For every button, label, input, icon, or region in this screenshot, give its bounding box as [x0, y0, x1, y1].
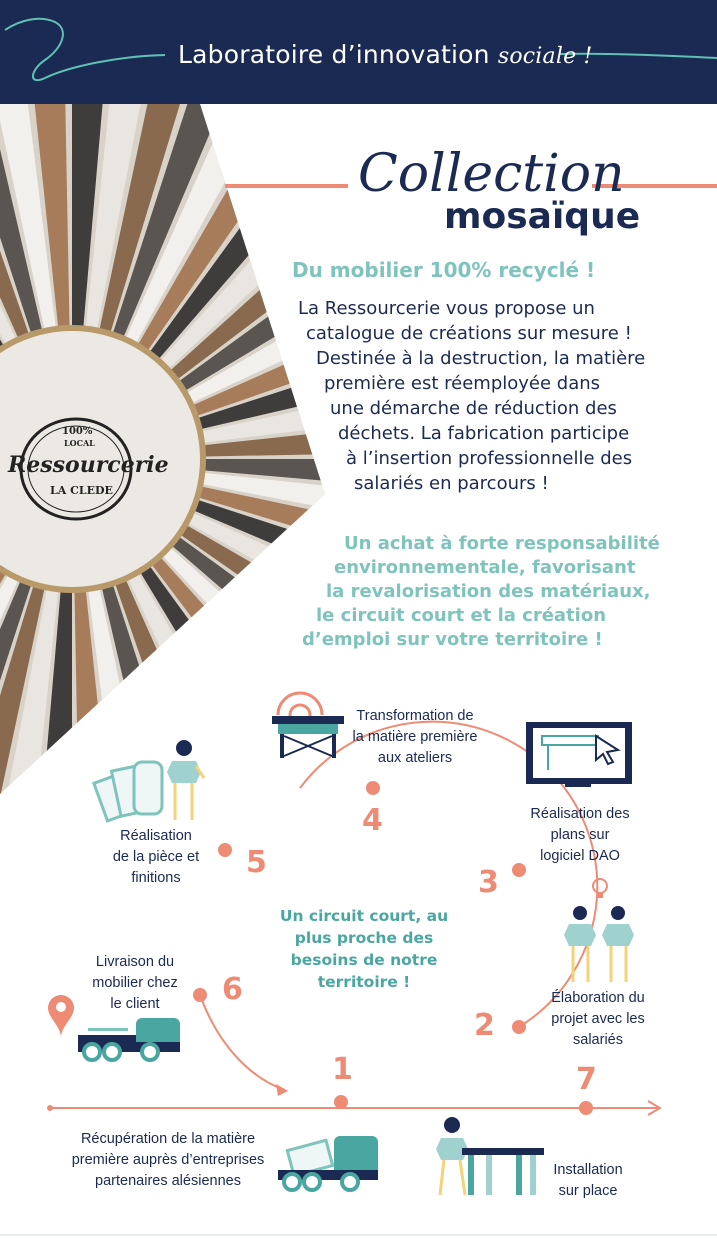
step-dot-7 [579, 1101, 593, 1115]
step-number-7: 7 [576, 1062, 597, 1097]
highlight-line: le circuit court et la création [316, 605, 607, 626]
collection-subtitle: Du mobilier 100% recyclé ! [292, 258, 596, 282]
location-pin-icon [48, 995, 74, 1038]
logo-top2-text: LOCAL [64, 438, 95, 448]
step-label-2: Élaboration du projet avec les salariés [551, 990, 645, 1048]
step-label-6: Livraison du mobilier chez le client [92, 954, 178, 1012]
highlight-line: d’emploi sur votre territoire ! [302, 629, 603, 650]
step-dot-5 [218, 843, 232, 857]
step-number-5: 5 [246, 845, 267, 880]
intro-line: La Ressourcerie vous propose un [298, 298, 595, 319]
logo-bottom-text: LA CLEDE [50, 484, 113, 497]
circuit-center-text: Un circuit court, au plus proche des besoins de notre territoire ! [279, 907, 449, 991]
intro-line: salariés en parcours ! [354, 473, 549, 494]
step-label-3: Réalisation des plans sur logiciel DAO [530, 806, 630, 864]
monitor-icon [526, 722, 632, 787]
step-number-3: 3 [478, 865, 499, 900]
step-dot-3 [512, 863, 526, 877]
header-banner [0, 0, 717, 104]
step-dot-4 [366, 781, 380, 795]
intro-line: à l’insertion professionnelle des [346, 448, 633, 469]
bottom-rule [0, 1234, 717, 1236]
delivery-truck-icon [78, 1018, 180, 1060]
step-label-7: Installation sur place [553, 1162, 623, 1199]
step-dot-1 [334, 1095, 348, 1109]
step-label-4: Transformation de la matière première aux ateliers [352, 708, 478, 766]
highlight-line: environnementale, favorisant [334, 557, 636, 578]
step-number-1: 1 [332, 1052, 353, 1087]
arrow-head-icon [276, 1084, 288, 1096]
saw-table-icon [272, 693, 344, 758]
collection-title: Collection [358, 144, 625, 204]
step-dot-6 [193, 988, 207, 1002]
intro-line: Destinée à la destruction, la matière [316, 348, 646, 369]
ressourcerie-logo [6, 412, 169, 527]
circuit-return-arc [200, 995, 285, 1090]
step-number-6: 6 [222, 972, 243, 1007]
person-with-wood-icon [94, 740, 204, 821]
step-label-1: Récupération de la matière première auprès d’entreprises partenaires alésiennes [71, 1131, 265, 1189]
collection-title-bold: mosaïque [444, 196, 641, 237]
highlight-line: la revalorisation des matériaux, [326, 581, 651, 602]
wood-truck-icon [278, 1136, 378, 1190]
logo-name: Ressourcerie [8, 452, 169, 478]
intro-line: catalogue de créations sur mesure ! [306, 323, 632, 344]
intro-line: une démarche de réduction des [330, 398, 617, 419]
step-label-5: Réalisation de la pièce et finitions [112, 828, 200, 886]
step-dot-2 [512, 1020, 526, 1034]
step-number-4: 4 [362, 803, 383, 838]
highlight-line: Un achat à forte responsabilité [344, 533, 660, 554]
step-number-2: 2 [474, 1008, 495, 1043]
logo-top-text: 100% [62, 426, 93, 437]
team-idea-icon [564, 879, 634, 982]
installation-icon [436, 1117, 544, 1195]
intro-line: première est réemployée dans [324, 373, 601, 394]
header-title: Laboratoire d’innovation sociale ! [178, 40, 593, 69]
intro-line: déchets. La fabrication participe [338, 423, 630, 444]
